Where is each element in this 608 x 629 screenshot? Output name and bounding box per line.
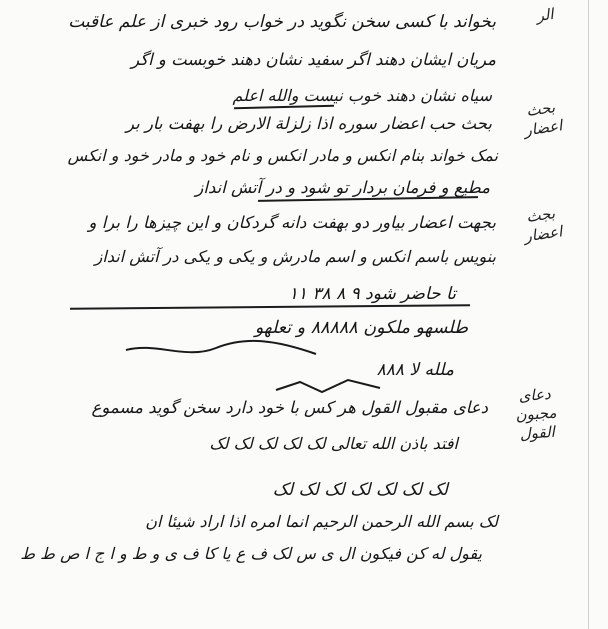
margin-note-2	[512, 202, 573, 247]
margin-note-top	[519, 3, 571, 29]
margin-note-text: بحث	[525, 98, 557, 120]
text-line-12: دعای مقبول القول هر کس با خود دارد سخن گوید مسموع	[91, 398, 488, 417]
margin-note-text: اعضار	[523, 222, 564, 246]
text-line-6: مطیع و فرمان بردار تو شود و در آتش انداز	[195, 178, 490, 197]
text-line-13: افتد باذن الله تعالی لک لک لک لک لک	[209, 434, 458, 453]
text-line-4: بحث حب اعضار سوره اذا زلزلة الارض را بهفت بار بر	[126, 114, 492, 133]
underline-3	[70, 304, 470, 309]
text-line-15: لک بسم الله الرحمن الرحیم انما امره اذا اراد شیئا ان	[145, 512, 498, 531]
margin-note-text: بجث	[525, 204, 557, 226]
margin-note-3	[504, 384, 568, 445]
margin-note-text: مجبون	[514, 403, 558, 425]
text-line-1: بخواند با کسی سخن نگوید در خواب رود خبری از علم عاقبت	[68, 12, 496, 32]
text-line-14: لک لک لک لک لک لک لک	[272, 480, 448, 500]
margin-note-text: القول	[519, 422, 556, 444]
margin-note-text: دعای	[518, 384, 552, 406]
margin-note-text: الر	[535, 4, 555, 26]
text-line-5: نمک خواند بنام انکس و مادر انکس و نام خود و مادر خود و انکس	[67, 146, 498, 165]
scribble-line-10	[116, 330, 326, 370]
text-line-11: ملله لا ۸۸۸	[376, 360, 454, 380]
margin-note-text: اعضار	[523, 116, 564, 140]
text-line-10: طلسهو ملکون ۸۸۸۸۸ و تعلهو	[254, 318, 468, 338]
page-edge-rule	[588, 0, 589, 629]
underline-1	[234, 105, 334, 110]
text-line-2: مریان ایشان دهند اگر سفید نشان دهند خوبست و اگر	[131, 50, 496, 69]
text-line-9: تا حاضر شود ۹ ۸ ۳۸ ۱۱	[288, 284, 456, 304]
text-line-16: یقول له کن فیکون ال ی س لک ف ع یا کا ف ی و ط و ا ج ا ص ط ط	[20, 544, 482, 563]
margin-note-1	[512, 96, 573, 141]
text-line-8: بنویس باسم انکس و اسم مادرش و یکی و یکی در آتش انداز	[94, 247, 496, 266]
text-line-3: سیاه نشان دهند خوب نیست والله اعلم	[232, 86, 492, 105]
text-line-7: بجهت اعضار بیاور دو بهفت دانه گردکان و این چیزها را برا و	[88, 213, 496, 232]
